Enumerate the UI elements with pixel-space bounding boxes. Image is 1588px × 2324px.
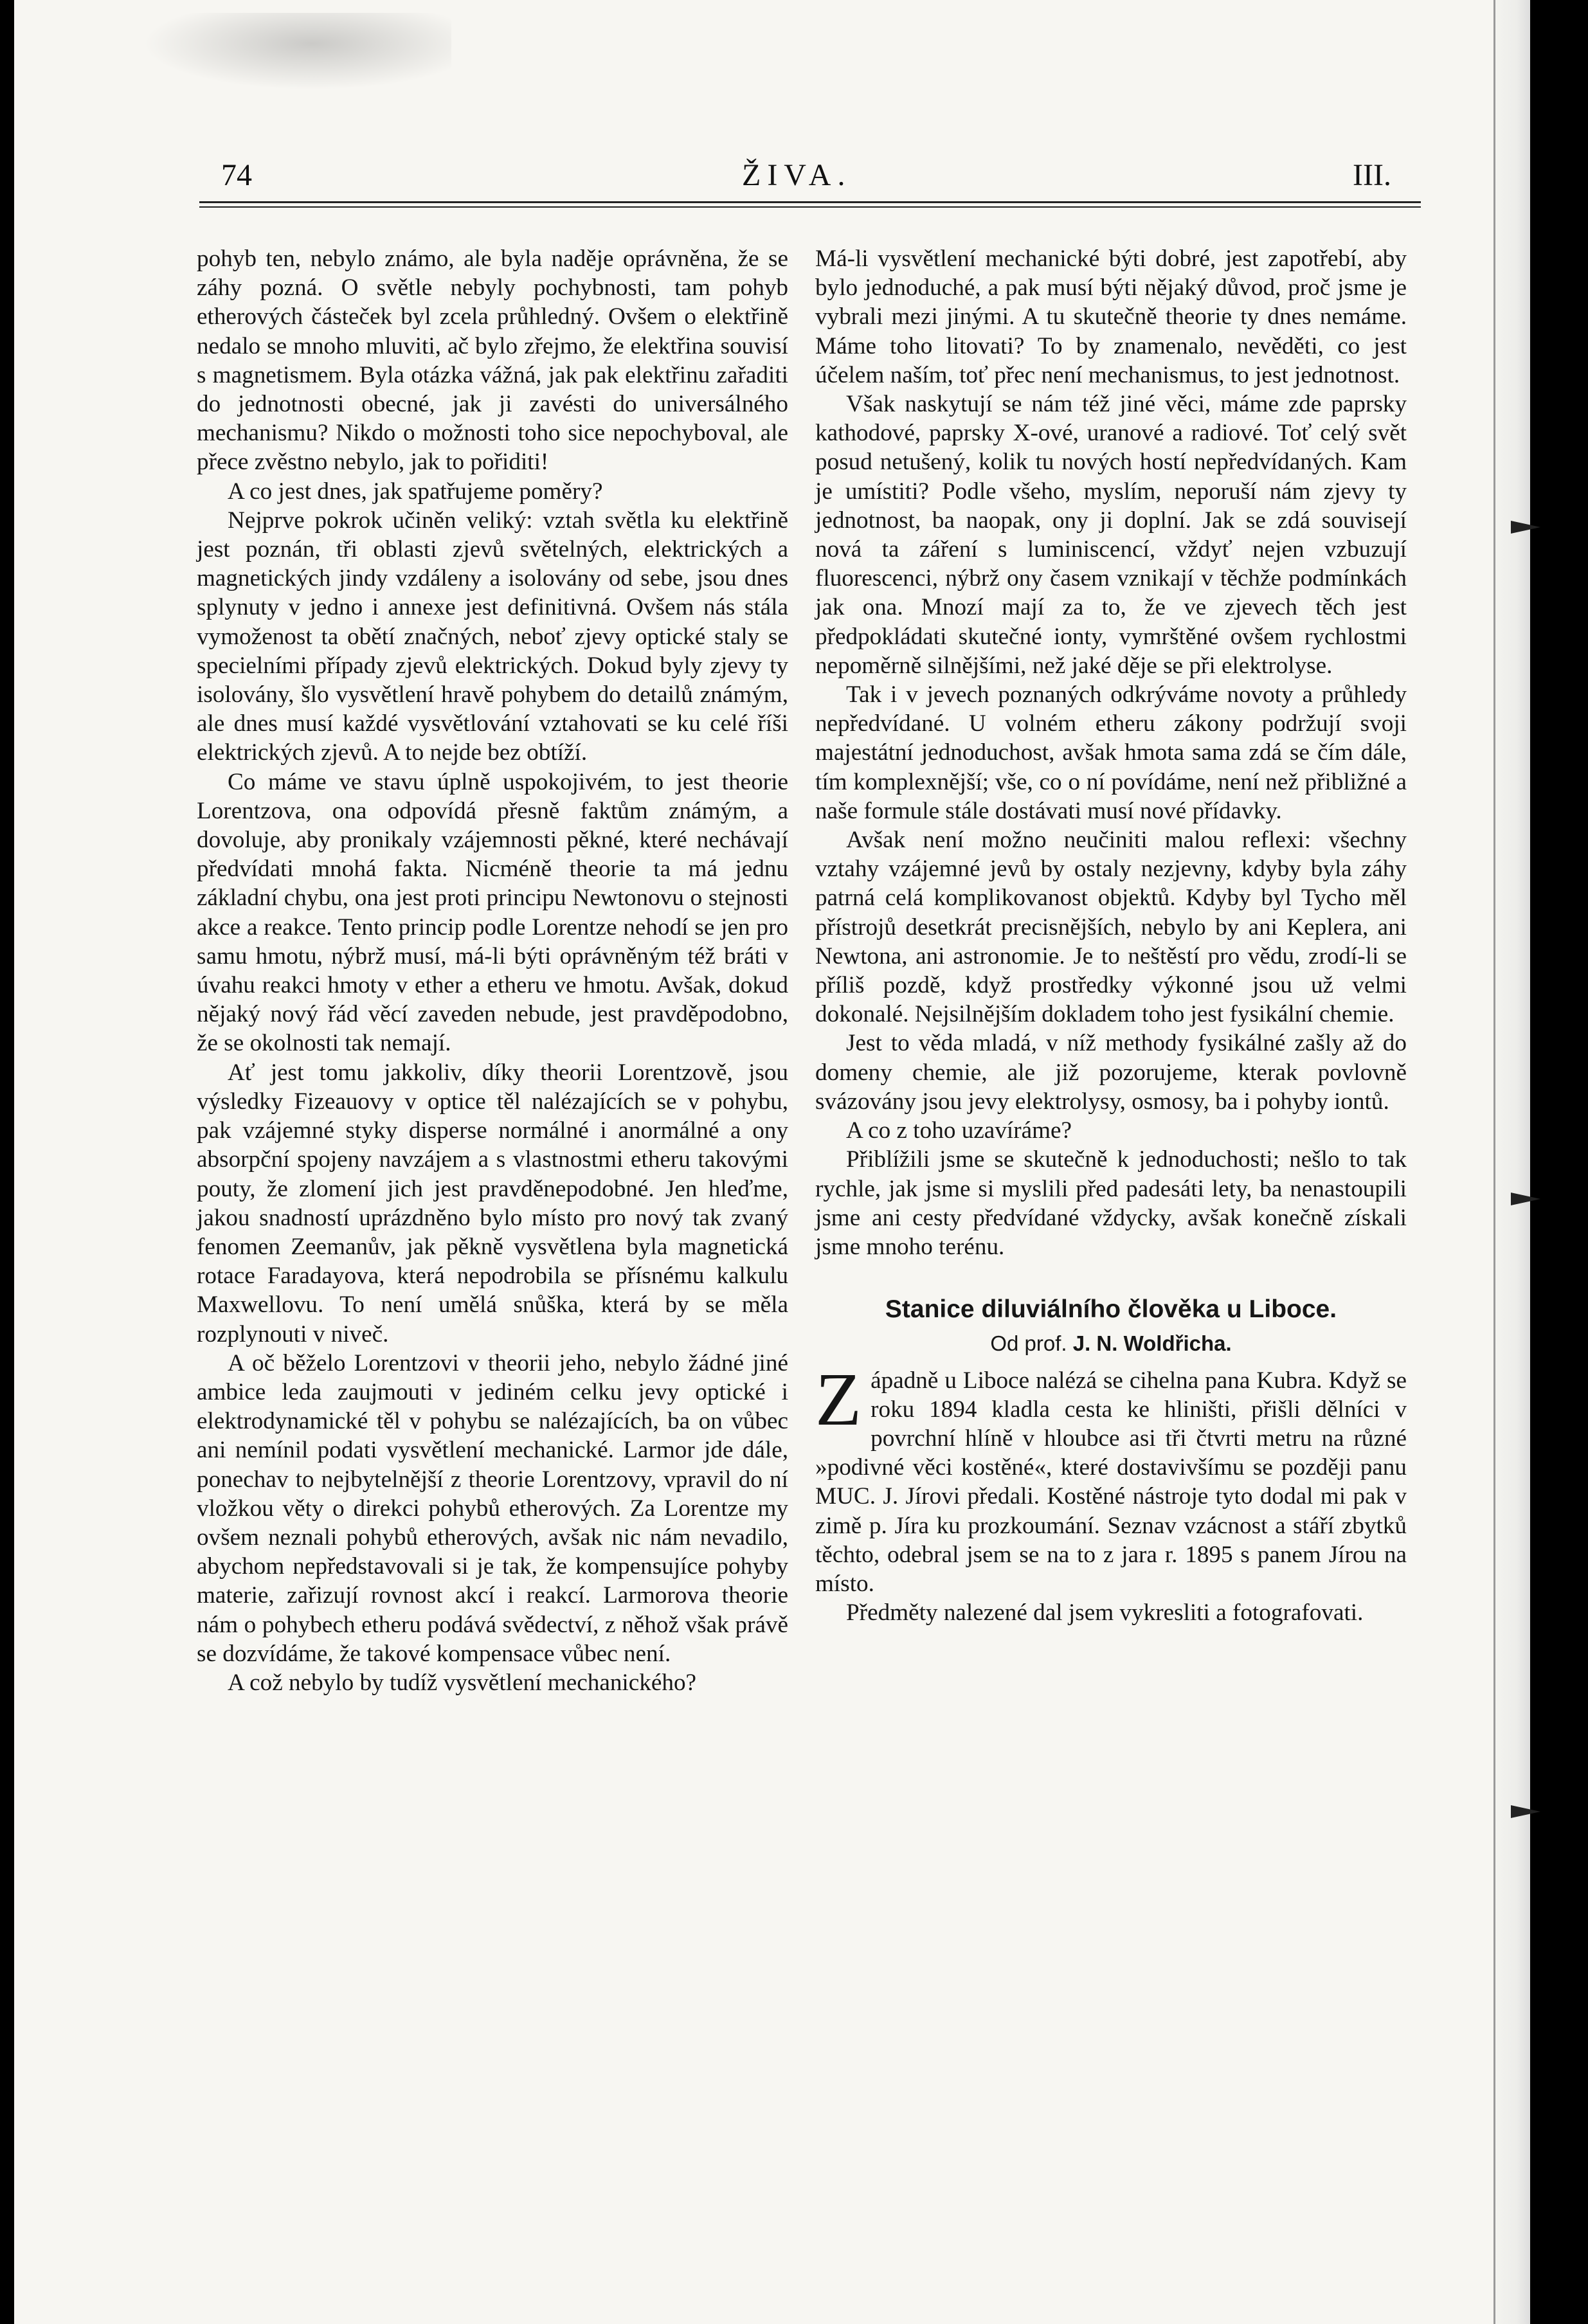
paragraph: Přiblížili jsme se skutečně k jednoduchosti; nešlo to tak rychle, jak jsme si myslili před padesáti lety, ba nenastoupili jsme ani cesty předvídané vždycky, avšak konečně získali jsme mnoho terénu. bbox=[815, 1146, 1407, 1260]
paragraph: Jest to věda mladá, v níž methody fysikálné zašly až do domeny chemie, ale již pozorujeme, kterak povlovně svázovány jsou jevy elektrolysy, osmosy, ba i pohyby iontů. bbox=[815, 1030, 1407, 1115]
article-paragraph: Předměty nalezené dal jsem vykresliti a fotografovati. bbox=[846, 1599, 1364, 1626]
paragraph: Avšak není možno neučiniti malou reflexi: všechny vztahy vzájemné jevů by ostaly nezjevny, kdyby byla záhy patrná celá komplikovanost objektů. Kdyby byl Tycho měl přístrojů desetkrát precisnějších, nebylo by ani Keplera, ani Newtona, ani astronomie. Je to neštěstí pro vědu, zrodí-li se příliš pozdě, když prostředky výkonné jsou už velmi dokonalé. Nejsilnějším dokladem toho jest fysikální chemie. bbox=[815, 827, 1407, 1028]
paragraph: Ať jest tomu jakkoliv, díky theorii Lorentzově, jsou výsledky Fizeauovy v optice těl nalézajících se v pohybu, pak vzájemné styky disperse normálné i anormálné a ony absorpční spojeny navzájem a s vlastnostmi etheru takovými pouty, že zlomení jich jest pravděnepodobné. Jen hleďme, jakou snadností uprázdněno bylo místo pro nový tak zvaný fenomen Zeemanův, jak pěkně vysvětlena byla magnetická rotace Faradayova, která nepodrobila se přísnému kalkulu Maxwellovu. To není umělá snůška, která by se měla rozplynouti v niveč. bbox=[197, 1059, 788, 1347]
article-byline bbox=[815, 1329, 1407, 1358]
margin-arrow-icon bbox=[1511, 521, 1540, 534]
margin-arrow-icon bbox=[1511, 1805, 1540, 1818]
scan-smudge bbox=[143, 13, 451, 90]
author-name: J. N. Woldřicha. bbox=[1072, 1331, 1232, 1356]
paragraph: Nejprve pokrok učiněn veliký: vztah světla ku elektřině jest poznán, tři oblasti zjevů světelných, elektrických a magnetických jindy vzdáleny a isolovány od sebe, jsou dnes splynuty v jedno i annexe jest definitivná. Ovšem nás stála vymoženost ta obětí značných, neboť zjevy optické staly se specielními případy zjevů elektrických. Dokud byly zjevy ty isolovány, šlo vysvětlení hravě pohybem do detailů známým, ale dnes musí každé vysvětlování vztahovati se ku celé říši elektrických zjevů. A to nejde bez obtíží. bbox=[197, 507, 788, 766]
header-rule-thin bbox=[199, 206, 1421, 208]
byline-prefix: Od prof. bbox=[990, 1331, 1067, 1356]
paragraph: A oč běželo Lorentzovi v theorii jeho, nebylo žádné jiné ambice leda zaujmouti v jediném celku jevy optické i elektrodynamické těl v pohybu se nalézajících, ba on vůbec ani nemínil podati vysvětlení mechanické. Larmor jde dále, ponechav to nejbytelnější z theorie Lorentzovy, vpravil do ní vložkou věty o direkci pohybů etherových. Za Lorentze my ovšem neznali pohybů etherových, avšak nic nám nevadilo, abychom nepředstavovali si je tak, že kompensujíce pohyby materie, zařizují rovnost akcí i reakcí. Larmorova theorie nám o pohybech etheru podává svědectví, z něhož však právě se dozvídáme, že takové kompensace vůbec není. bbox=[197, 1349, 788, 1667]
journal-title: ŽIVA. bbox=[742, 158, 852, 192]
article-title: Stanice diluviálního člověka u Liboce. bbox=[885, 1295, 1337, 1324]
paragraph: A co jest dnes, jak spatřujeme poměry? bbox=[228, 478, 603, 505]
volume-number: III. bbox=[1353, 158, 1391, 192]
drop-cap: Z bbox=[815, 1356, 862, 1441]
page-number: 74 bbox=[221, 158, 252, 192]
paragraph: Má-li vysvětlení mechanické býti dobré, jest zapotřebí, aby bylo jednoduché, a pak musí býti nějaký důvod, proč jsme je vybrali mezi jinými. A tu skutečně theorie ty dnes nemáme. Máme toho litovati? To by znamenalo, nevěděti, co jest účelem naším, toť přec není mechanismus, to jest jednotnost. bbox=[815, 246, 1407, 388]
margin-arrow-icon bbox=[1511, 1193, 1540, 1205]
header-rule bbox=[199, 201, 1421, 203]
paragraph: Tak i v jevech poznaných odkrýváme novoty a průhledy nepředvídané. U volném etheru zákony podržují svoji majestátní jednoduchost, avšak hmota sama zdá se čím dále, tím komplexnější; vše, co o ní povídáme, není než přibližné a naše formule stále dostávati musí nové přídavky. bbox=[815, 681, 1407, 824]
paragraph: A což nebylo by tudíž vysvětlení mechanického? bbox=[228, 1669, 697, 1696]
right-column bbox=[815, 244, 1407, 1627]
running-header bbox=[183, 158, 1391, 196]
paragraph: Co máme ve stavu úplně uspokojivém, to jest theorie Lorentzova, ona odpovídá přesně faktům známým, a dovoluje, aby pronikaly vzájemnosti pěkné, které nechávají předvídati mnohá fakta. Nicméně theorie ta má jednu základní chybu, ona jest proti principu Newtonovu o stejnosti akce a reakce. Tento princip podle Lorentze nehodí se jen pro samu hmotu, nýbrž musí, má-li býti oprávněným též bráti v úvahu reakci hmoty v ether a etheru ve hmotu. Avšak, dokud nějaký nový řád věcí zaveden nebude, jest pravděpodobno, že se okolnosti tak nemají. bbox=[197, 768, 788, 1057]
page-edge bbox=[1493, 0, 1530, 2324]
left-column bbox=[197, 244, 788, 1697]
paragraph: Však naskytují se nám též jiné věci, máme zde paprsky kathodové, paprsky X-ové, uranové a radiové. Toť celý svět posud netušený, kolik tu nových hostí nepředvídaných. Kam je umístiti? Podle všeho, myslím, neporuší nám zjevy ty jednotnost, ba naopak, ony ji doplní. Jak se zdá souvisejí nová ta záření s luminiscencí, vždyť nejen vzbuzují fluorescenci, nýbrž ony časem vznikají v těchže podmínkách jak ona. Mnozí mají za to, že ve zjevech těch jest předpokládati skutečné ionty, vymrštěné ovšem rychlostmi nepoměrně silnějšími, než jaké děje se při elektrolyse. bbox=[815, 391, 1407, 679]
paragraph: A co z toho uzavíráme? bbox=[846, 1117, 1072, 1144]
paragraph: pohyb ten, nebylo známo, ale byla naděje oprávněna, že se záhy pozná. O světle nebyly pochybnosti, tam pohyb etherových částeček byl zcela průhledný. Ovšem o elektřině nedalo se mnoho mluviti, ač bylo zřejmo, že elektřina souvisí s magnetismem. Byla otázka vážná, jak pak elektřinu zařaditi do jednotnosti obecné, jak ji zavésti do universálného mechanismu? Nikdo o možnosti toho sice nepochyboval, ale přece zvěstno nebylo, jak to pořiditi! bbox=[197, 246, 788, 476]
article-paragraph-text: ápadně u Liboce nalézá se cihelna pana Kubra. Když se roku 1894 kladla cesta ke hliništi, přišli dělníci v povrchní hlíně v hloubce asi tři čtvrti metru na různé »podivné věci kostěné«, které dostavivšímu se později panu MUC. J. Jírovi předali. Kostěné nástroje tyto dodal mi pak v zimě p. Jíra ku prozkoumání. Seznav vzácnost a stáří zbytků těchto, odebral jsem se na to z jara r. 1895 s panem Jírou na místo. bbox=[815, 1367, 1407, 1597]
article-paragraph bbox=[815, 1356, 1407, 1599]
